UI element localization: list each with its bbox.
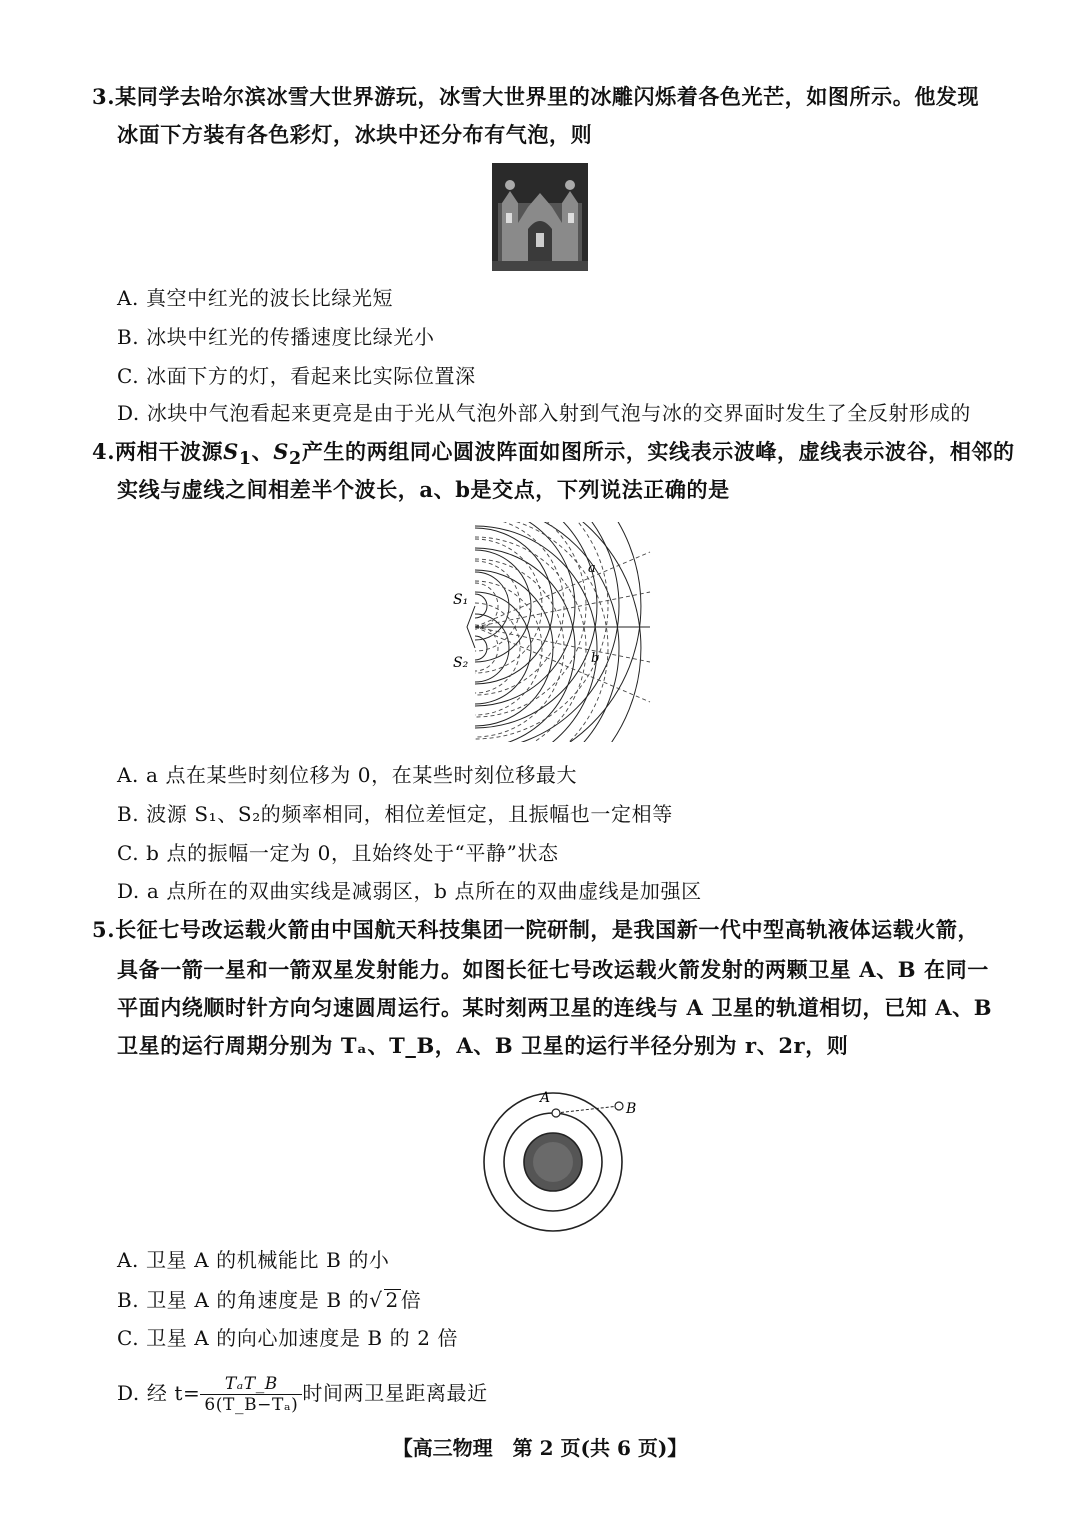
q3-stem-line2: 冰面下方装有各色彩灯，冰块中还分布有气泡，则	[117, 122, 593, 147]
label-a: a	[588, 561, 596, 576]
satellite-orbit-diagram	[470, 1082, 640, 1232]
q4-option-b: B. 波源 S₁、S₂的频率相同，相位差恒定，且振幅也一定相等	[117, 802, 673, 826]
q4-stem-line2: 实线与虚线之间相差半个波长，a、b是交点，下列说法正确的是	[117, 477, 730, 502]
wave-interference-diagram	[445, 522, 655, 742]
time-fraction: $\frac{\text{TₐT\_B}}{\text{6(T\_B−Tₐ)}}$	[200, 1374, 302, 1415]
label-b: b	[591, 651, 600, 666]
q5-stem-line3: 平面内绕顺时针方向匀速圆周运行。某时刻两卫星的连线与 A 卫星的轨道相切，已知 A、B	[117, 995, 993, 1020]
satellite-a	[552, 1109, 560, 1117]
q3-stem-line1: 3.某同学去哈尔滨冰雪大世界游玩，冰雪大世界里的冰雕闪烁着各色光芒，如图所示。他发现	[92, 84, 980, 109]
q5-option-b: B. 卫星 A 的角速度是 B 的√ 2 倍	[117, 1288, 422, 1312]
q5-option-a: A. 卫星 A 的机械能比 B 的小	[117, 1248, 390, 1272]
label-a: A	[540, 1090, 551, 1106]
q3-option-d: D. 冰块中气泡看起来更亮是由于光从气泡外部入射到气泡与冰的交界面时发生了全反射形成的	[117, 401, 971, 425]
q4-option-d: D. a 点所在的双曲实线是减弱区，b 点所在的双曲虚线是加强区	[117, 879, 702, 903]
q5-stem-line4: 卫星的运行周期分别为 Tₐ、T_B，A、B 卫星的运行半径分别为 r、2r，则	[117, 1033, 849, 1058]
label-s2: S₂	[453, 655, 469, 671]
q5-stem-line1: 5.长征七号改运载火箭由中国航天科技集团一院研制，是我国新一代中型高轨液体运载火箭，	[92, 917, 980, 942]
q3-option-c: C. 冰面下方的灯，看起来比实际位置深	[117, 364, 476, 388]
q3-option-b: B. 冰块中红光的传播速度比绿光小	[117, 325, 435, 349]
q5-option-c: C. 卫星 A 的向心加速度是 B 的 2 倍	[117, 1326, 459, 1350]
q5-stem-line2: 具备一箭一星和一箭双星发射能力。如图长征七号改运载火箭发射的两颗卫星 A、B 在同一	[117, 957, 989, 982]
label-s1: S₁	[453, 592, 469, 608]
q4-option-c: C. b 点的振幅一定为 0，且始终处于“平静”状态	[117, 841, 559, 865]
label-b: B	[626, 1101, 637, 1117]
q5-option-d: D. 经 t= $\frac{\text{TₐT\_B}}{\text{6(T\_B−Tₐ)}}$ 时间两卫星距离最近	[117, 1374, 488, 1415]
page-footer: 【高三物理 第 2 页(共 6 页)】	[392, 1436, 688, 1460]
q4-stem-line1: 4.两相干波源$S_1$、$S_2$产生的两组同心圆波阵面如图所示，实线表示波峰，虚线表示波谷，相邻的	[92, 439, 1015, 470]
q3-option-a: A. 真空中红光的波长比绿光短	[117, 286, 394, 310]
ice-sculpture-photo	[492, 163, 588, 271]
satellite-b	[615, 1102, 623, 1110]
q4-option-a: A. a 点在某些时刻位移为 0，在某些时刻位移最大	[117, 763, 578, 787]
